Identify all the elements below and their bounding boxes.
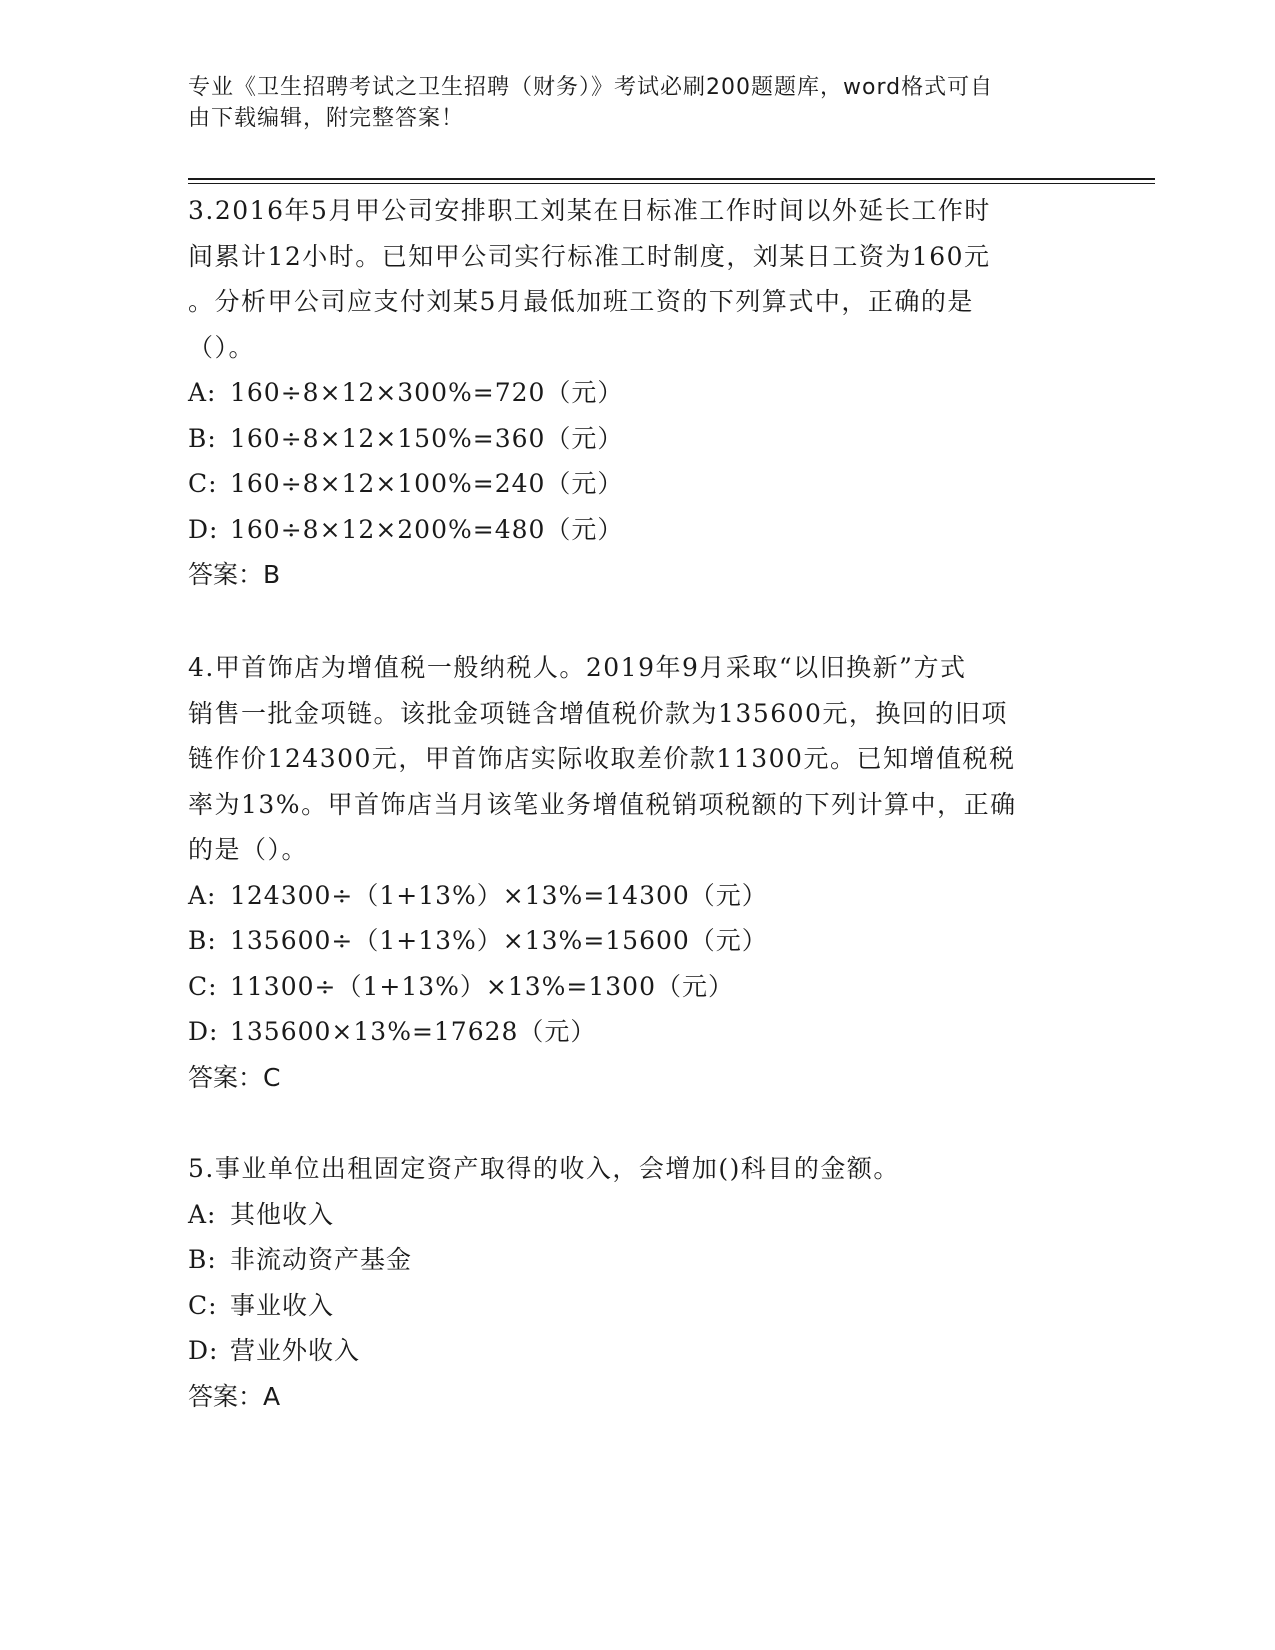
option-d xyxy=(188,507,1088,553)
option-key: D: xyxy=(188,1336,219,1365)
question-5 xyxy=(188,1146,1088,1419)
header-divider-thick xyxy=(188,178,1155,180)
question-stem-line: 销售一批金项链。该批金项链含增值税价款为135600元，换回的旧项 xyxy=(188,698,1008,728)
option-text: 其他收入 xyxy=(230,1199,335,1229)
option-key: D: xyxy=(188,1017,219,1046)
option-d xyxy=(188,1328,1088,1374)
option-d xyxy=(188,1009,1088,1055)
question-stem-line: 5.事业单位出租固定资产取得的收入，会增加()科目的金额。 xyxy=(188,1154,900,1183)
option-key: C: xyxy=(188,971,218,1001)
option-b xyxy=(188,918,1088,964)
answer-line: 答案：C xyxy=(188,1062,281,1092)
option-a xyxy=(188,370,1088,416)
option-c xyxy=(188,964,1088,1010)
option-key: C: xyxy=(188,469,218,498)
question-4 xyxy=(188,645,1088,1100)
question-stem-line: 链作价124300元，甲首饰店实际收取差价款11300元。已知增值税税 xyxy=(188,744,1016,773)
question-3 xyxy=(188,188,1088,598)
option-text: 160÷8×12×100%=240（元） xyxy=(230,469,624,498)
option-key: B: xyxy=(188,423,217,453)
option-key: A: xyxy=(188,880,217,910)
option-key: A: xyxy=(188,1199,217,1229)
option-c xyxy=(188,1283,1088,1329)
option-a xyxy=(188,1192,1088,1238)
option-text: 非流动资产基金 xyxy=(230,1245,413,1274)
option-text: 11300÷（1+13%）×13%=1300（元） xyxy=(230,971,734,1001)
question-stem-line: （）。 xyxy=(188,332,256,362)
option-key: C: xyxy=(188,1290,218,1320)
option-text: 124300÷（1+13%）×13%=14300（元） xyxy=(230,880,768,910)
option-key: A: xyxy=(188,378,217,407)
header-divider-thin xyxy=(188,183,1155,184)
answer-line: 答案：B xyxy=(188,560,281,589)
question-stem-line: 率为13%。甲首饰店当月该笔业务增值税销项税额的下列计算中，正确 xyxy=(188,789,1017,819)
option-text: 营业外收入 xyxy=(230,1336,361,1365)
option-text: 事业收入 xyxy=(230,1290,335,1320)
option-text: 160÷8×12×150%=360（元） xyxy=(230,423,624,453)
option-text: 160÷8×12×300%=720（元） xyxy=(230,378,624,407)
option-text: 135600÷（1+13%）×13%=15600（元） xyxy=(230,926,768,955)
option-b xyxy=(188,1237,1088,1283)
document-header xyxy=(188,72,1068,134)
question-stem-line: 4.甲首饰店为增值税一般纳税人。2019年9月采取“以旧换新”方式 xyxy=(188,653,967,682)
answer-line: 答案：A xyxy=(188,1381,281,1411)
option-key: B: xyxy=(188,1245,217,1274)
question-stem-line: 间累计12小时。已知甲公司实行标准工时制度，刘某日工资为160元 xyxy=(188,241,991,271)
option-key: B: xyxy=(188,926,217,955)
question-stem-line: 。分析甲公司应支付刘某5月最低加班工资的下列算式中，正确的是 xyxy=(188,287,974,316)
option-b xyxy=(188,416,1088,462)
option-key: D: xyxy=(188,514,219,544)
header-line-2: 由下载编辑，附完整答案！ xyxy=(188,106,465,131)
option-c xyxy=(188,461,1088,507)
option-a xyxy=(188,873,1088,919)
question-stem-line: 的是（）。 xyxy=(188,835,309,864)
option-text: 135600×13%=17628（元） xyxy=(230,1017,597,1046)
option-text: 160÷8×12×200%=480（元） xyxy=(230,514,624,544)
question-stem-line: 3.2016年5月甲公司安排职工刘某在日标准工作时间以外延长工作时 xyxy=(188,196,991,225)
header-line-1: 专业《卫生招聘考试之卫生招聘（财务）》考试必刷200题题库，word格式可自 xyxy=(188,75,994,100)
